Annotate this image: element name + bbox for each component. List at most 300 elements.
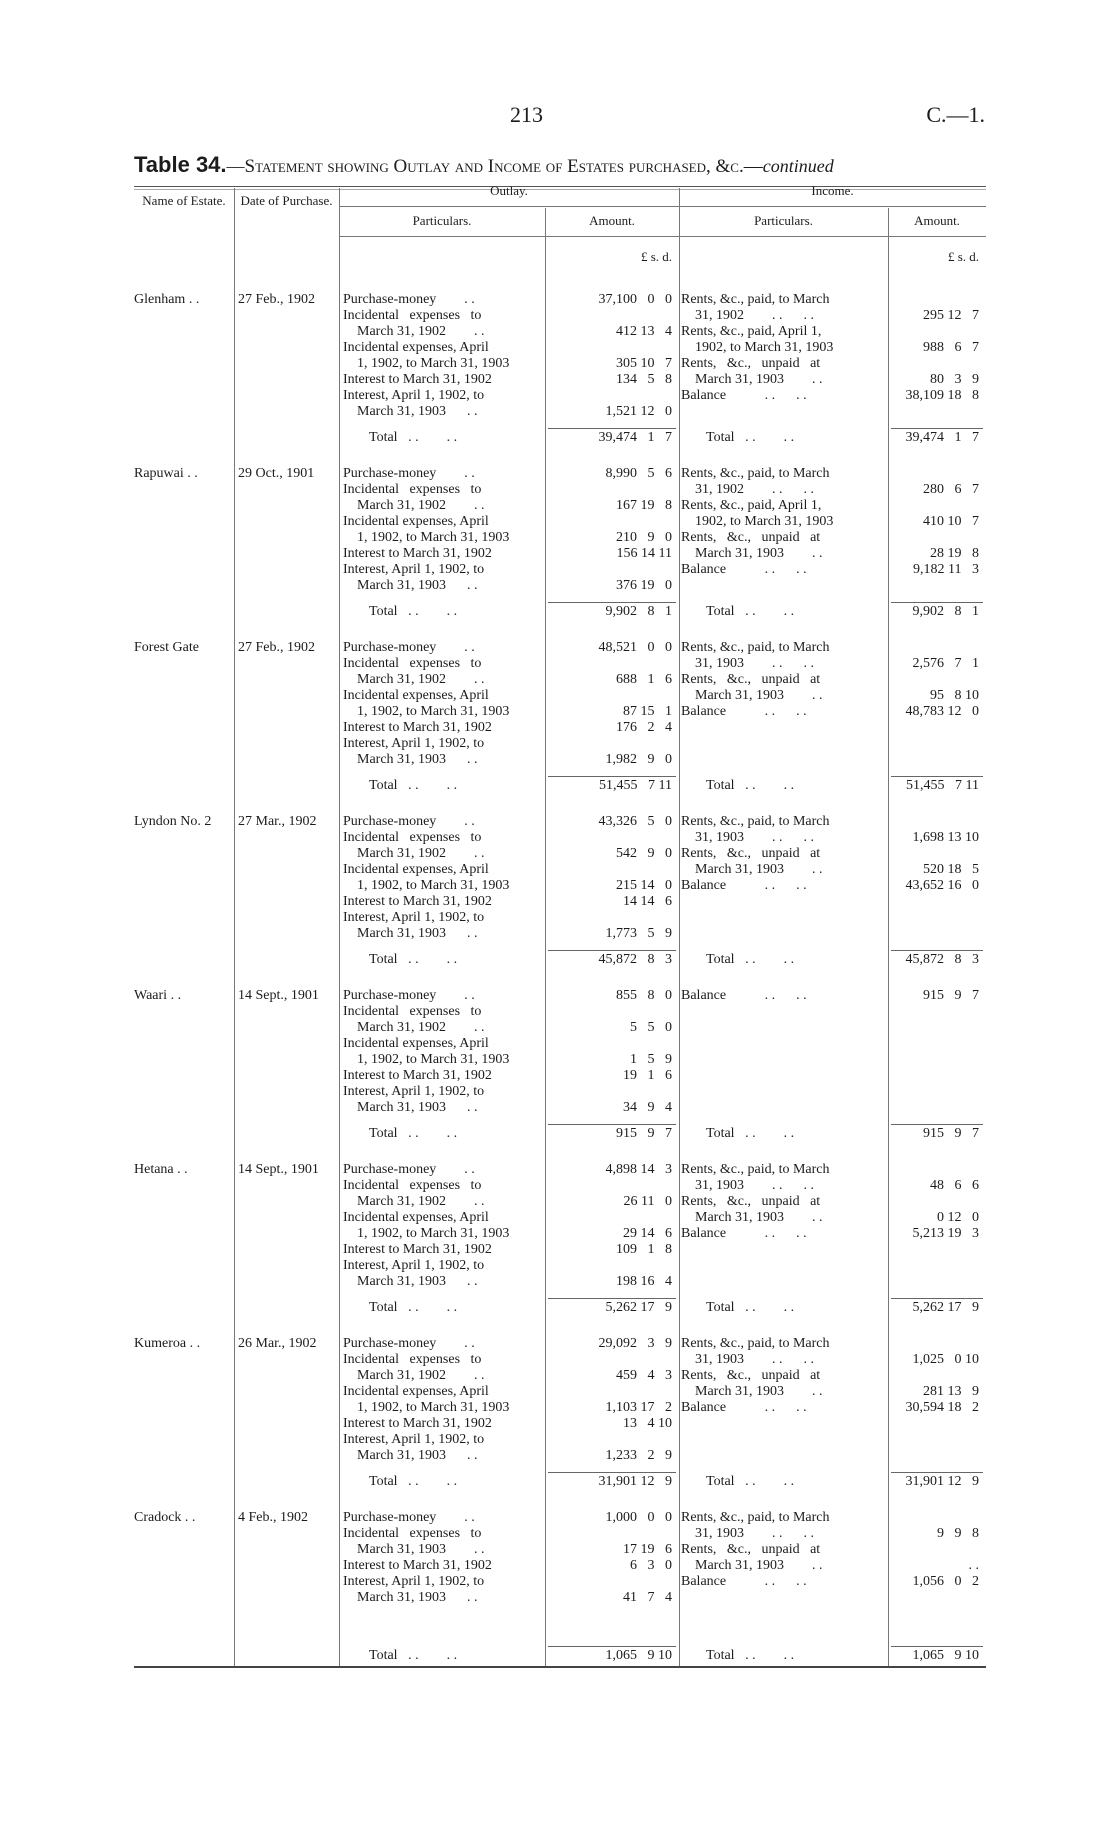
particulars-line: March 31, 1902 . .	[343, 846, 485, 861]
page-number: 213	[510, 102, 543, 127]
particulars-line: March 31, 1902 . .	[343, 498, 485, 513]
income-particulars	[681, 1510, 886, 1638]
amount-line	[891, 672, 983, 688]
amount-line	[891, 1542, 983, 1558]
total-rule	[548, 776, 676, 777]
particulars-line: Interest to March 31, 1902	[343, 1068, 492, 1083]
income-particulars	[681, 640, 886, 768]
amount-line	[891, 1432, 983, 1448]
total-row	[134, 1126, 986, 1146]
amount-line: 38,109 18 8	[905, 388, 979, 403]
income-total-label: Total . . . .	[706, 1126, 795, 1141]
amount-line: 13 4 10	[623, 1416, 672, 1431]
income-particulars	[681, 1336, 886, 1464]
income-units: £ s. d.	[947, 249, 979, 264]
particulars-line: March 31, 1903 . .	[343, 926, 478, 941]
amount-line	[548, 1258, 676, 1274]
particulars-line: Purchase-money . .	[343, 1162, 475, 1177]
amount-line: 19 1 6	[623, 1068, 672, 1083]
outlay-amounts	[548, 1510, 676, 1638]
particulars-line	[681, 720, 886, 736]
table-title	[134, 152, 984, 178]
particulars-line: 1, 1902, to March 31, 1903	[343, 356, 510, 371]
amount-line	[891, 640, 983, 656]
particulars-line: Rents, &c., paid, April 1,	[681, 498, 822, 513]
amount-line: 915 9 7	[923, 988, 979, 1003]
particulars-line: Interest, April 1, 1902, to	[343, 388, 485, 403]
particulars-line: March 31, 1903 . .	[681, 688, 823, 703]
amount-line: 80 3 9	[930, 372, 979, 387]
amount-line: 8,990 5 6	[605, 466, 672, 481]
particulars-line: Balance . . . .	[681, 988, 807, 1003]
particulars-line: Balance . . . .	[681, 388, 807, 403]
particulars-line: Incidental expenses to	[343, 482, 482, 497]
income-particulars	[681, 466, 886, 594]
outlay-amounts	[548, 1162, 676, 1290]
particulars-line: 31, 1903 . . . .	[681, 830, 814, 845]
outlay-total-label: Total . . . .	[369, 1648, 458, 1663]
particulars-line	[681, 1432, 886, 1448]
amount-line: 9 9 8	[937, 1526, 979, 1541]
outlay-total-label: Total . . . .	[369, 778, 458, 793]
amount-line	[548, 1352, 676, 1368]
amount-line: 295 12 7	[923, 308, 979, 323]
amount-line	[891, 910, 983, 926]
amount-line: 412 13 4	[616, 324, 672, 339]
income-total-label: Total . . . .	[706, 1648, 795, 1663]
total-rule	[548, 428, 676, 429]
header-income-amount: Amount.	[914, 213, 960, 228]
particulars-line	[681, 404, 886, 420]
particulars-line: March 31, 1902 . .	[343, 324, 485, 339]
amount-line	[891, 736, 983, 752]
outlay-total-label: Total . . . .	[369, 430, 458, 445]
amount-line	[891, 1416, 983, 1432]
particulars-line: March 31, 1903 . .	[343, 1448, 478, 1463]
income-total-label: Total . . . .	[706, 430, 795, 445]
particulars-line	[681, 926, 886, 942]
estate-rows	[134, 292, 986, 1684]
income-total-label: Total . . . .	[706, 952, 795, 967]
total-row	[134, 952, 986, 972]
amount-line	[891, 752, 983, 768]
amount-line	[891, 1448, 983, 1464]
estate-name: Waari . .	[134, 988, 182, 1003]
document-code: C.—1.	[926, 102, 985, 127]
amount-line: 520 18 5	[923, 862, 979, 877]
particulars-line: Interest to March 31, 1902	[343, 1242, 492, 1257]
table-bottom-rule	[134, 1666, 986, 1668]
outlay-total-amount: 39,474 1 7	[598, 430, 672, 445]
amount-line: 1,056 0 2	[912, 1574, 979, 1589]
estate-block	[134, 1336, 986, 1510]
amount-line	[548, 1622, 676, 1638]
purchase-date: 14 Sept., 1901	[238, 1162, 319, 1177]
amount-line	[891, 404, 983, 420]
particulars-line	[681, 752, 886, 768]
income-amounts	[891, 640, 983, 768]
total-rule	[548, 950, 676, 951]
income-total-label: Total . . . .	[706, 1474, 795, 1489]
amount-line: 376 19 0	[616, 578, 672, 593]
income-total-amount: 39,474 1 7	[905, 430, 979, 445]
particulars-line: Rents, &c., paid, April 1,	[681, 324, 822, 339]
estate-name: Rapuwai . .	[134, 466, 198, 481]
purchase-date: 27 Mar., 1902	[238, 814, 317, 829]
particulars-line: 1, 1902, to March 31, 1903	[343, 530, 510, 545]
total-rule	[548, 1298, 676, 1299]
header-income-particulars: Particulars.	[754, 213, 813, 228]
amount-line	[891, 1622, 983, 1638]
amount-line: 37,100 0 0	[598, 292, 672, 307]
income-amounts	[891, 814, 983, 942]
amount-line: 410 10 7	[923, 514, 979, 529]
total-rule	[891, 1646, 983, 1647]
particulars-line: Rents, &c., unpaid at	[681, 846, 821, 861]
particulars-line: 31, 1903 . . . .	[681, 1526, 814, 1541]
header-income: Income.	[811, 183, 854, 198]
amount-line	[891, 324, 983, 340]
particulars-line: Rents, &c., paid, to March	[681, 1336, 830, 1351]
page-header	[130, 102, 985, 132]
particulars-line: Incidental expenses to	[343, 1526, 482, 1541]
amount-line	[548, 1384, 676, 1400]
estate-block	[134, 988, 986, 1162]
amount-line: 1,025 0 10	[912, 1352, 979, 1367]
particulars-line: Incidental expenses, April	[343, 514, 489, 529]
amount-line: 176 2 4	[616, 720, 672, 735]
income-total-label: Total . . . .	[706, 1300, 795, 1315]
particulars-line: Incidental expenses to	[343, 830, 482, 845]
particulars-line: March 31, 1903 . .	[681, 1558, 823, 1573]
particulars-line: 31, 1903 . . . .	[681, 656, 814, 671]
particulars-line: Balance . . . .	[681, 1574, 807, 1589]
particulars-line: Rents, &c., paid, to March	[681, 640, 830, 655]
amount-line	[548, 1606, 676, 1622]
amount-line: 0 12 0	[937, 1210, 979, 1225]
amount-line: 29,092 3 9	[598, 1336, 672, 1351]
estate-block	[134, 814, 986, 988]
particulars-line: Incidental expenses, April	[343, 340, 489, 355]
income-amounts	[891, 1162, 983, 1290]
amount-line: 988 6 7	[923, 340, 979, 355]
amount-line: 5 5 0	[630, 1020, 672, 1035]
amount-line	[548, 1084, 676, 1100]
particulars-line: Interest to March 31, 1902	[343, 372, 492, 387]
estate-block	[134, 466, 986, 640]
header-subdivider	[339, 206, 986, 207]
amount-line: 29 14 6	[623, 1226, 672, 1241]
outlay-total-amount: 5,262 17 9	[605, 1300, 672, 1315]
header-outlay-particulars: Particulars.	[412, 213, 472, 228]
outlay-particulars	[343, 640, 545, 768]
amount-line: . .	[968, 1558, 979, 1573]
income-particulars	[681, 292, 886, 420]
particulars-line: Rents, &c., unpaid at	[681, 672, 821, 687]
particulars-line	[681, 1590, 886, 1606]
particulars-line: March 31, 1902 . .	[343, 1368, 485, 1383]
outlay-particulars	[343, 1510, 545, 1638]
amount-line: 210 9 0	[616, 530, 672, 545]
amount-line	[548, 910, 676, 926]
income-total-label: Total . . . .	[706, 604, 795, 619]
particulars-line: Rents, &c., paid, to March	[681, 1510, 830, 1525]
amount-line: 5,213 19 3	[912, 1226, 979, 1241]
particulars-line: March 31, 1903 . .	[681, 1210, 823, 1225]
particulars-line: 31, 1903 . . . .	[681, 1178, 814, 1193]
outlay-total-amount: 31,901 12 9	[598, 1474, 672, 1489]
particulars-line: March 31, 1903 . .	[681, 862, 823, 877]
outlay-particulars	[343, 292, 545, 420]
outlay-total-amount: 915 9 7	[616, 1126, 672, 1141]
amount-line: 1,773 5 9	[605, 926, 672, 941]
particulars-line: 1, 1902, to March 31, 1903	[343, 878, 510, 893]
amount-line	[891, 846, 983, 862]
particulars-line: Interest, April 1, 1902, to	[343, 736, 485, 751]
particulars-line	[681, 1100, 886, 1116]
amount-line	[548, 1036, 676, 1052]
amount-line: 198 16 4	[616, 1274, 672, 1289]
amount-line	[548, 514, 676, 530]
amount-line	[548, 562, 676, 578]
income-total-amount: 5,262 17 9	[912, 1300, 979, 1315]
estate-name: Cradock . .	[134, 1510, 196, 1525]
outlay-amounts	[548, 814, 676, 942]
particulars-line: Purchase-money . .	[343, 814, 475, 829]
income-total-amount: 51,455 7 11	[906, 778, 979, 793]
particulars-line	[681, 1448, 886, 1464]
amount-line	[891, 894, 983, 910]
amount-line	[548, 736, 676, 752]
amount-line	[548, 1178, 676, 1194]
particulars-line: March 31, 1903 . .	[343, 1100, 478, 1115]
particulars-line	[681, 1084, 886, 1100]
particulars-line	[681, 1068, 886, 1084]
amount-line: 48 6 6	[930, 1178, 979, 1193]
total-rule	[891, 1298, 983, 1299]
amount-line: 1,698 13 10	[912, 830, 979, 845]
particulars-line: 1, 1902, to March 31, 1903	[343, 1226, 510, 1241]
outlay-total-label: Total . . . .	[369, 1300, 458, 1315]
particulars-line: Interest to March 31, 1902	[343, 894, 492, 909]
outlay-total-label: Total . . . .	[369, 1474, 458, 1489]
amount-line	[891, 1194, 983, 1210]
particulars-line: 1902, to March 31, 1903	[681, 340, 834, 355]
amount-line: 4,898 14 3	[605, 1162, 672, 1177]
particulars-line: 1, 1902, to March 31, 1903	[343, 1052, 510, 1067]
particulars-line	[343, 1606, 545, 1622]
amount-line	[891, 1606, 983, 1622]
amount-line	[548, 862, 676, 878]
title-text: Statement showing Outlay and Income of Estates purchased, &c.—	[244, 156, 763, 177]
particulars-line: March 31, 1903 . .	[681, 546, 823, 561]
particulars-line: 31, 1902 . . . .	[681, 308, 814, 323]
income-total-amount: 31,901 12 9	[905, 1474, 979, 1489]
estate-block	[134, 292, 986, 466]
particulars-line: March 31, 1903 . .	[681, 372, 823, 387]
income-amounts	[891, 292, 983, 420]
income-total-amount: 9,902 8 1	[912, 604, 979, 619]
particulars-line: Rents, &c., unpaid at	[681, 1194, 821, 1209]
amount-line: 48,521 0 0	[598, 640, 672, 655]
amount-line	[891, 292, 983, 308]
amount-line: 156 14 11	[616, 546, 672, 561]
amount-line: 109 1 8	[616, 1242, 672, 1257]
amount-line: 1,521 12 0	[605, 404, 672, 419]
particulars-line: March 31, 1903 . .	[343, 404, 478, 419]
amount-line	[891, 1258, 983, 1274]
particulars-line: March 31, 1902 . .	[343, 1020, 485, 1035]
outlay-total-label: Total . . . .	[369, 1126, 458, 1141]
outlay-particulars	[343, 1162, 545, 1290]
amount-line	[548, 1210, 676, 1226]
amount-line	[891, 1084, 983, 1100]
amount-line	[891, 926, 983, 942]
amount-line	[891, 578, 983, 594]
estate-name: Lyndon No. 2	[134, 814, 212, 829]
particulars-line: March 31, 1903 . .	[343, 1274, 478, 1289]
particulars-line: 31, 1903 . . . .	[681, 1352, 814, 1367]
total-rule	[548, 1646, 676, 1647]
particulars-line: Balance . . . .	[681, 878, 807, 893]
amount-line: 43,652 16 0	[905, 878, 979, 893]
amount-line: 14 14 6	[623, 894, 672, 909]
estate-block	[134, 1510, 986, 1684]
title-dash: —	[226, 156, 245, 176]
particulars-line	[681, 1020, 886, 1036]
amount-line	[891, 466, 983, 482]
particulars-line: Interest to March 31, 1902	[343, 1416, 492, 1431]
particulars-line	[681, 1004, 886, 1020]
outlay-particulars	[343, 814, 545, 942]
amount-line	[891, 498, 983, 514]
amount-line: 43,326 5 0	[598, 814, 672, 829]
income-particulars	[681, 1162, 886, 1290]
amount-line	[891, 1004, 983, 1020]
amount-line: 215 14 0	[616, 878, 672, 893]
amount-line: 167 19 8	[616, 498, 672, 513]
amount-line: 688 1 6	[616, 672, 672, 687]
amount-line	[548, 688, 676, 704]
particulars-line: Incidental expenses to	[343, 1004, 482, 1019]
particulars-line: Interest to March 31, 1902	[343, 1558, 492, 1573]
total-rule	[548, 1472, 676, 1473]
amount-line: 305 10 7	[616, 356, 672, 371]
income-particulars	[681, 988, 886, 1116]
outlay-units: £ s. d.	[640, 249, 672, 264]
amount-line	[548, 656, 676, 672]
amount-line	[891, 1274, 983, 1290]
header-outlay-amount: Amount.	[589, 213, 635, 228]
particulars-line: Incidental expenses, April	[343, 1210, 489, 1225]
particulars-line	[681, 1258, 886, 1274]
particulars-line: Incidental expenses to	[343, 1178, 482, 1193]
amount-line	[891, 1162, 983, 1178]
particulars-line	[681, 1606, 886, 1622]
header-date-of-purchase: Date of Purchase.	[240, 193, 333, 208]
total-rule	[891, 776, 983, 777]
particulars-line: Balance . . . .	[681, 1400, 807, 1415]
total-row	[134, 1300, 986, 1320]
amount-line: 17 19 6	[623, 1542, 672, 1557]
outlay-total-label: Total . . . .	[369, 952, 458, 967]
purchase-date: 29 Oct., 1901	[238, 466, 315, 481]
total-rule	[548, 1124, 676, 1125]
amount-line: 95 8 10	[930, 688, 979, 703]
amount-line	[891, 1036, 983, 1052]
particulars-line: Balance . . . .	[681, 1226, 807, 1241]
amount-line: 1,000 0 0	[605, 1510, 672, 1525]
particulars-line: Purchase-money . .	[343, 292, 475, 307]
amount-line: 1,103 17 2	[605, 1400, 672, 1415]
income-particulars	[681, 814, 886, 942]
amount-line	[548, 388, 676, 404]
amount-line	[891, 1590, 983, 1606]
particulars-line: Rents, &c., unpaid at	[681, 1542, 821, 1557]
particulars-line: Incidental expenses to	[343, 308, 482, 323]
total-rule	[891, 950, 983, 951]
estate-name: Glenham . .	[134, 292, 200, 307]
amount-line	[891, 1020, 983, 1036]
amount-line: 28 19 8	[930, 546, 979, 561]
particulars-line: Purchase-money . .	[343, 466, 475, 481]
particulars-line: Interest, April 1, 1902, to	[343, 1084, 485, 1099]
total-rule	[891, 1124, 983, 1125]
estate-block	[134, 640, 986, 814]
amount-line	[891, 1068, 983, 1084]
title-continued: continued	[762, 156, 834, 176]
amount-line: 30,594 18 2	[905, 1400, 979, 1415]
particulars-line: March 31, 1903 . .	[681, 1384, 823, 1399]
amount-line	[891, 530, 983, 546]
amount-line: 280 6 7	[923, 482, 979, 497]
amount-line: 6 3 0	[630, 1558, 672, 1573]
amount-line	[891, 720, 983, 736]
particulars-line	[681, 1416, 886, 1432]
amount-line	[891, 1368, 983, 1384]
purchase-date: 14 Sept., 1901	[238, 988, 319, 1003]
particulars-line	[681, 736, 886, 752]
particulars-line: March 31, 1903 . .	[343, 752, 478, 767]
purchase-date: 27 Feb., 1902	[238, 640, 315, 655]
particulars-line: Balance . . . .	[681, 704, 807, 719]
amount-line	[891, 814, 983, 830]
total-row	[134, 1648, 986, 1668]
amount-line	[891, 1510, 983, 1526]
particulars-line: March 31, 1903 . .	[343, 578, 478, 593]
amount-line: 1,982 9 0	[605, 752, 672, 767]
amount-line: 48,783 12 0	[905, 704, 979, 719]
amount-line: 281 13 9	[923, 1384, 979, 1399]
particulars-line: Rents, &c., paid, to March	[681, 1162, 830, 1177]
income-amounts	[891, 1510, 983, 1638]
amount-line	[891, 1052, 983, 1068]
outlay-amounts	[548, 988, 676, 1116]
particulars-line: Interest, April 1, 1902, to	[343, 562, 485, 577]
particulars-line: Rents, &c., paid, to March	[681, 814, 830, 829]
estate-name: Kumeroa . .	[134, 1336, 201, 1351]
particulars-line: March 31, 1903 . .	[343, 1590, 478, 1605]
income-total-amount: 45,872 8 3	[905, 952, 979, 967]
particulars-line: March 31, 1902 . .	[343, 672, 485, 687]
outlay-total-amount: 1,065 9 10	[605, 1648, 672, 1663]
particulars-line: Rents, &c., unpaid at	[681, 530, 821, 545]
particulars-line: Incidental expenses, April	[343, 862, 489, 877]
outlay-total-amount: 9,902 8 1	[605, 604, 672, 619]
particulars-line: Incidental expenses, April	[343, 688, 489, 703]
particulars-line	[681, 1242, 886, 1258]
total-rule	[891, 602, 983, 603]
